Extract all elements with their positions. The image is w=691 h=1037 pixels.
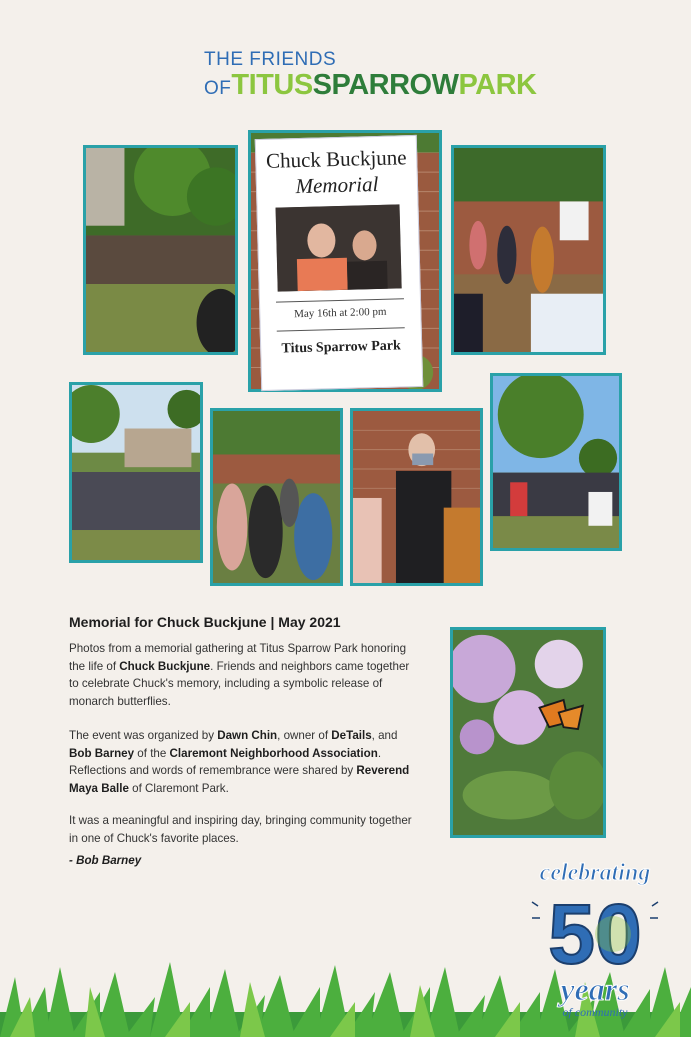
- article-paragraph-1: [69, 640, 414, 710]
- photo-monarch-butterfly: [450, 627, 606, 838]
- p1-text-1: Photos from a memorial gathering at Titus Sparrow Park honoring the life of: [69, 642, 407, 673]
- p2-text-1: The event was organized by: [69, 729, 218, 742]
- p2-text-5: . Reflections and words of remembrance were shared by: [69, 746, 382, 777]
- poster-divider-top: [276, 298, 404, 302]
- logo-line-2: [204, 69, 537, 104]
- p2-name-dawn: Dawn Chin: [217, 729, 278, 742]
- logo-line-1: THE FRIENDS: [204, 49, 337, 70]
- p2-name-association: Claremont Neighborhood Association: [169, 746, 378, 760]
- poster-title-line-1: Chuck Buckjune: [265, 145, 407, 173]
- badge-celebrating: celebrating: [539, 860, 651, 886]
- badge-years: years: [560, 971, 630, 1007]
- poster-portrait-photo: [276, 204, 402, 291]
- p2-text-2: , owner of: [277, 729, 332, 742]
- logo-of: OF: [204, 78, 232, 99]
- poster-divider-bottom: [277, 327, 405, 331]
- poster-date: May 16th at 2:00 pm: [294, 305, 387, 321]
- p2-text-4: of the: [134, 746, 170, 760]
- logo-titus: TITUS: [231, 69, 313, 101]
- photo-crowd-backs: [210, 408, 343, 586]
- badge-of-community: of community: [562, 1005, 628, 1019]
- p2-name-reverend: Reverend Maya Balle: [69, 764, 410, 795]
- poster-place: Titus Sparrow Park: [281, 338, 402, 357]
- p2-text-3: , and: [371, 729, 398, 742]
- p2-name-bob: Bob Barney: [69, 746, 135, 760]
- photo-crowd-trees: [83, 145, 238, 355]
- article-heading: Memorial for Chuck Buckjune | May 2021: [69, 614, 341, 630]
- article-signature: - Bob Barney: [69, 854, 142, 867]
- p2-name-details: DeTails: [331, 729, 372, 742]
- photo-speakers-brick-wall: [451, 145, 606, 355]
- photo-man-with-cup: [350, 408, 483, 586]
- memorial-poster: [255, 135, 424, 391]
- park-logo: [204, 49, 537, 101]
- poster-title-line-2: Memorial: [295, 171, 379, 199]
- p1-text-2: . Friends and neighbors came together to celebrate Chuck's memory, including a symbolic release of monarch butterflies.: [69, 659, 410, 708]
- badge-number: 50: [548, 887, 642, 981]
- logo-sparrow: SPARROW: [312, 69, 459, 101]
- article-paragraph-3: It was a meaningful and inspiring day, bringing community together in one of Chuck's favorite places.: [69, 814, 412, 845]
- logo-park: PARK: [458, 69, 537, 101]
- celebrating-50-years-badge: [520, 858, 670, 1023]
- photo-crowd-church: [69, 382, 203, 563]
- p1-name-chuck: Chuck Buckjune: [119, 659, 211, 673]
- poster-title: [256, 144, 417, 200]
- p2-text-6: of Claremont Park.: [128, 781, 229, 795]
- article-paragraph-2: [69, 727, 414, 797]
- photo-park-crowd-tree: [490, 373, 622, 551]
